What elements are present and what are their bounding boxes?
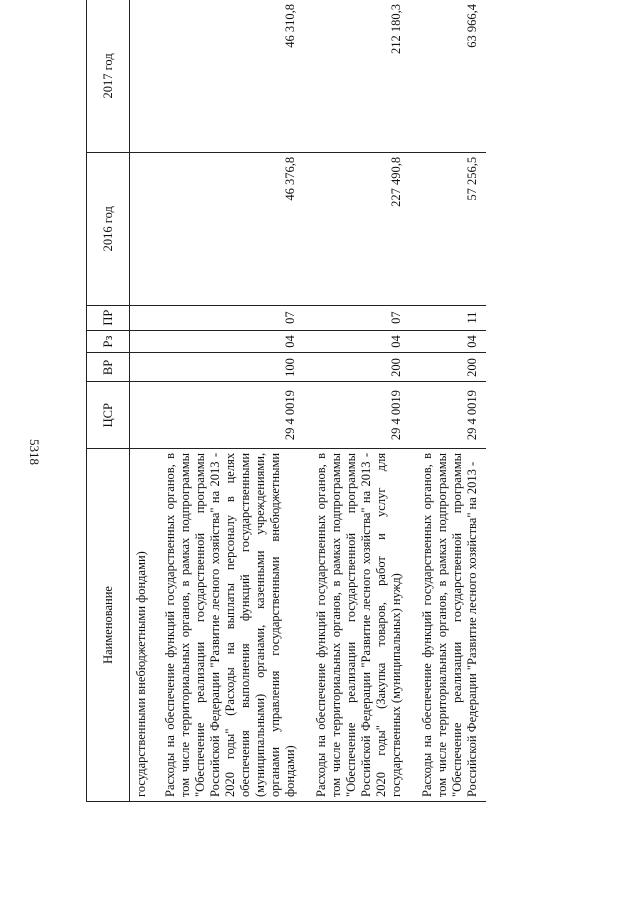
row-2017: 212 180,3	[304, 0, 410, 152]
table-header-row	[87, 0, 130, 802]
header-csr: ЦСР	[87, 382, 130, 449]
header-pr: ПР	[87, 305, 130, 330]
table-row	[410, 0, 486, 802]
row-name: Расходы на обеспечение функций государственных органов, в том числе территориальных органов, в рамках подпрограммы "Обеспечение реализации государственной программы Российской Федерации "Развитие лесного хозяйства" на 2013 - 2020 годы" (Закупка товаров, работ и услуг для государственных (муниципальных) нужд)	[304, 448, 410, 801]
row-2017: 63 966,4	[410, 0, 486, 152]
header-2017: 2017 год	[87, 0, 130, 152]
table-row	[304, 0, 410, 802]
header-2016: 2016 год	[87, 152, 130, 305]
page-number: 5318	[27, 439, 42, 465]
row-vr: 200	[410, 353, 486, 382]
row-name: Расходы на обеспечение функций государственных органов, в том числе территориальных органов, в рамках подпрограммы "Обеспечение реализации государственной программы Российской Федерации "Развитие лесного хозяйства" на 2013 - 2020 годы" (Расходы на выплаты персоналу в целях обеспечения выполнения функций государственными (муниципальными) органами, казенными учреждениями, органами управления государственными внебюджетными фондами)	[153, 448, 304, 801]
row-rz: 04	[153, 330, 304, 353]
row-pr: 11	[410, 305, 486, 330]
row-rz: 04	[304, 330, 410, 353]
budget-table	[86, 0, 486, 802]
row-2016: 46 376,8	[153, 152, 304, 305]
row-name: Расходы на обеспечение функций государственных органов, в том числе территориальных органов, в рамках подпрограммы "Обеспечение реализации государственной программы Российской Федерации "Развитие лесного хозяйства" на 2013 -	[410, 448, 486, 801]
table-row	[153, 0, 304, 802]
row-vr: 200	[304, 353, 410, 382]
header-vr: ВР	[87, 353, 130, 382]
row-2016: 57 256,5	[410, 152, 486, 305]
continuation-text: государственными внебюджетными фондами)	[130, 448, 154, 801]
row-2016: 227 490,8	[304, 152, 410, 305]
row-csr: 29 4 0019	[153, 382, 304, 449]
row-csr: 29 4 0019	[410, 382, 486, 449]
row-pr: 07	[304, 305, 410, 330]
row-rz: 04	[410, 330, 486, 353]
rotated-page-content	[20, 4, 620, 852]
table-row-continuation	[130, 0, 154, 802]
row-pr: 07	[153, 305, 304, 330]
row-2017: 46 310,8	[153, 0, 304, 152]
row-vr: 100	[153, 353, 304, 382]
header-name: Наименование	[87, 448, 130, 801]
row-csr: 29 4 0019	[304, 382, 410, 449]
header-rz: Рз	[87, 330, 130, 353]
